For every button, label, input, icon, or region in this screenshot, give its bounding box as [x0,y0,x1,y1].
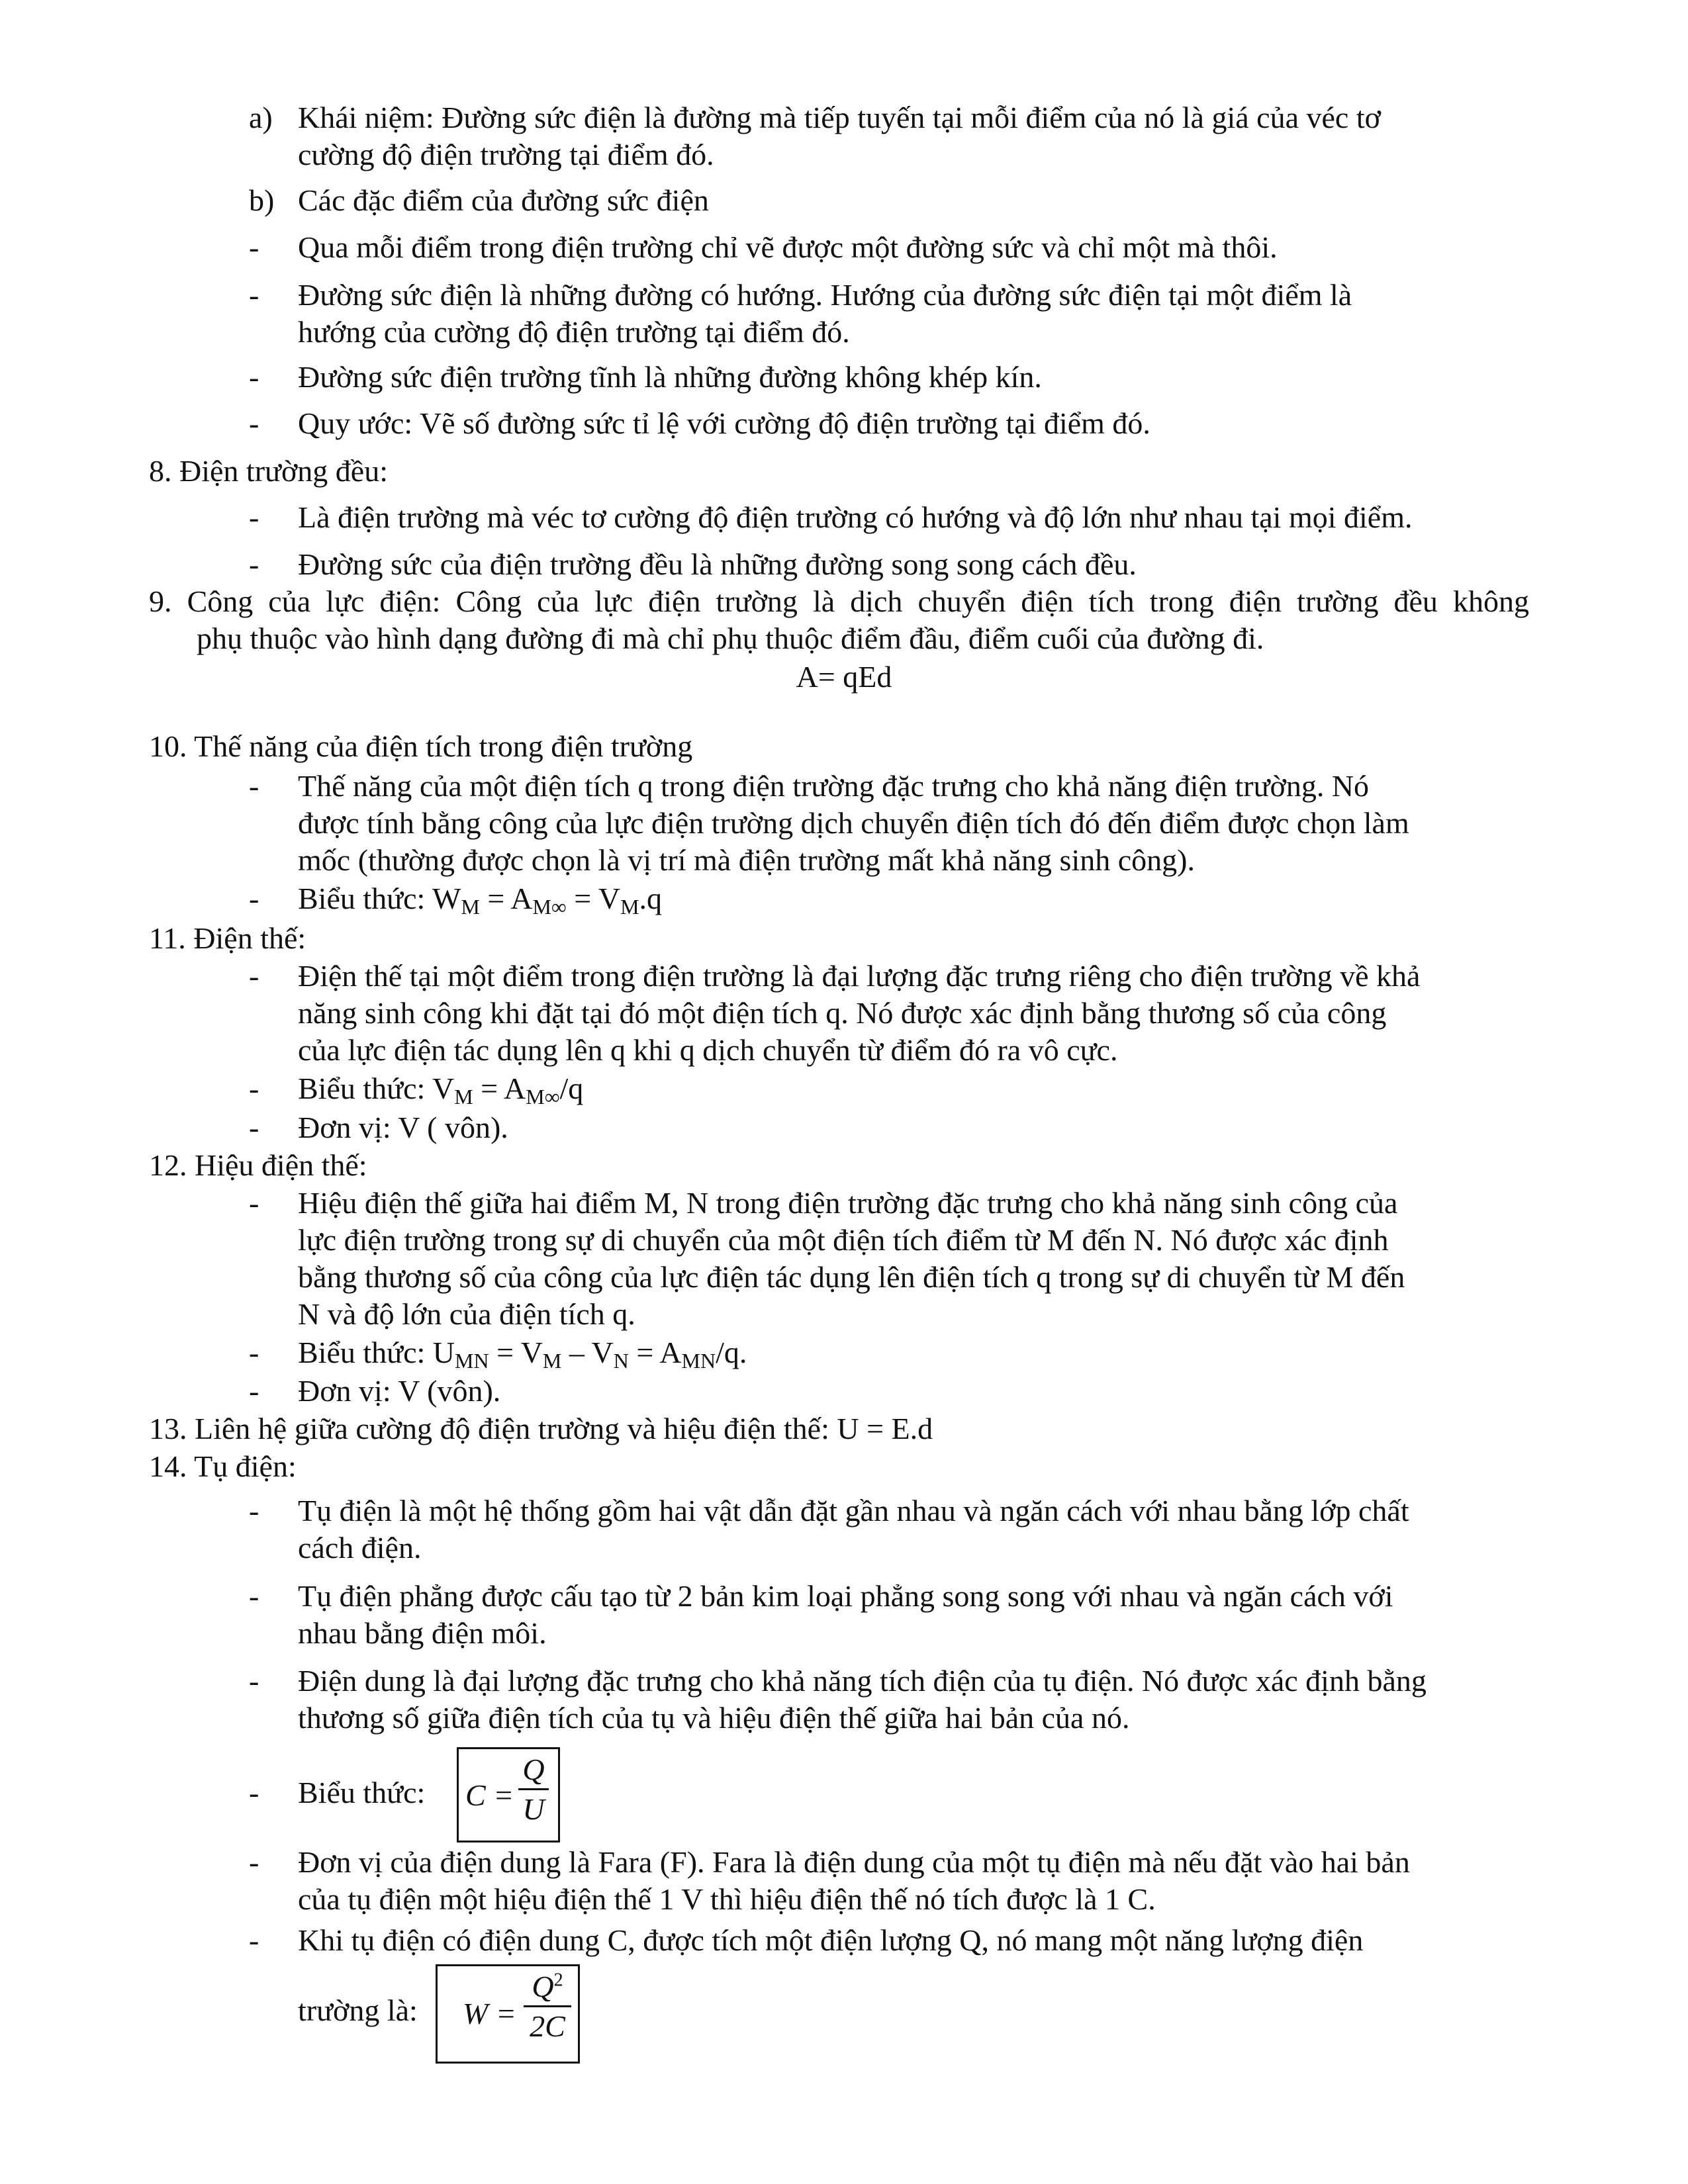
work-formula: A= qEd [796,660,892,694]
field-line-property-4: Quy ước: Vẽ số đường sức tỉ lệ với cường độ điện trường tại điểm đó. [298,406,1150,440]
bullet-dash: - [249,1186,259,1220]
field-line-property-1: Qua mỗi điểm trong điện trường chỉ vẽ được một đường sức và chỉ một mà thôi. [298,230,1278,264]
bullet-dash: - [249,1071,259,1105]
list-marker-a: a) [249,101,273,134]
bullet-dash: - [249,1111,259,1144]
bullet-dash: - [249,1579,259,1613]
capacitance-line-1: Điện dung là đại lượng đặc trưng cho khả năng tích điện của tụ điện. Nó được xác định bằng [298,1664,1427,1698]
capacitance-formula-box [457,1747,560,1843]
capacitance-line-2: thương số giữa điện tích của tụ và hiệu điện thế giữa hai bản của nó. [298,1701,1130,1735]
bullet-dash: - [249,959,259,993]
voltage-expression: Biểu thức: $U_{MN} = V_M - V_N = A_{MN}/q$. [298,1336,747,1373]
uniform-field-bullet-1: Là điện trường mà véc tơ cường độ điện trường có hướng và độ lớn như nhau tại mọi điểm. [298,500,1413,534]
item-13-heading: 13. Liên hệ giữa cường độ điện trường và hiệu điện thế: U = E.d [149,1412,933,1445]
bullet-dash: - [249,1776,259,1809]
item-8-heading: 8. Điện trường đều: [149,454,388,488]
bullet-dash: - [249,547,259,581]
capacitance-formula-label: Biểu thức: [298,1776,426,1809]
item-9-heading: 9. Công của lực điện: Công của lực điện trường là dịch chuyển điện tích trong điện trường đều không [149,584,1529,618]
potential-energy-line-3: mốc (thường được chọn là vị trí mà điện trường mất khả năng sinh công). [298,843,1195,877]
bullet-dash: - [249,406,259,440]
field-line-property-2b: hướng của cường độ điện trường tại điểm đó. [298,315,850,349]
energy-formula-box [436,1964,580,2064]
uniform-field-bullet-2: Đường sức của điện trường đều là những đường song song cách đều. [298,547,1137,581]
item-11-heading: 11. Điện thế: [149,921,306,955]
bullet-dash: - [249,360,259,394]
energy-denominator: 2C [530,2009,565,2043]
energy-fraction [524,1969,571,2044]
electric-potential-line-1: Điện thế tại một điểm trong điện trường là đại lượng đặc trưng riêng cho điện trường về khả [298,959,1421,993]
bullet-dash: - [249,278,259,312]
bullet-dash: - [249,769,259,803]
section-b-title: Các đặc điểm của đường sức điện [298,183,709,217]
bullet-dash: - [249,500,259,534]
concept-line-2: cường độ điện trường tại điểm đó. [298,138,714,171]
capacitor-def-line-1: Tụ điện là một hệ thống gồm hai vật dẫn đặt gần nhau và ngăn cách với nhau bằng lớp chất [298,1494,1409,1527]
item-9-line-2: phụ thuộc vào hình dạng đường đi mà chỉ phụ thuộc điểm đầu, điểm cuối của đường đi. [197,621,1264,655]
farad-line-1: Đơn vị của điện dung là Fara (F). Fara là điện dung của một tụ điện mà nếu đặt vào hai bản [298,1845,1410,1879]
item-12-heading: 12. Hiệu điện thế: [149,1148,367,1182]
voltage-line-3: bằng thương số của công của lực điện tác dụng lên điện tích q trong sự di chuyển từ M đến [298,1260,1405,1294]
concept-line-1: Khái niệm: Đường sức điện là đường mà tiếp tuyến tại mỗi điểm của nó là giá của véc tơ [298,101,1381,134]
electric-potential-unit: Đơn vị: V ( vôn). [298,1111,508,1144]
bullet-dash: - [249,1664,259,1698]
capacitor-def-line-2: cách điện. [298,1531,422,1565]
electric-potential-line-2: năng sinh công khi đặt tại đó một điện tích q. Nó được xác định bằng thương số của công [298,996,1387,1030]
bullet-dash: - [249,1494,259,1527]
capacitance-formula-lhs: C = [465,1778,514,1812]
bullet-dash: - [249,882,259,915]
potential-energy-expression: Biểu thức: $W_M = A_{M\infty} = V_M.q$ [298,882,663,919]
voltage-line-4: N và độ lớn của điện tích q. [298,1297,635,1331]
energy-line-1: Khi tụ điện có điện dung C, được tích một điện lượng Q, nó mang một năng lượng điện [298,1923,1364,1957]
bullet-dash: - [249,1923,259,1957]
voltage-line-2: lực điện trường trong sự di chuyển của một điện tích điểm từ M đến N. Nó được xác định [298,1223,1389,1257]
capacitance-fraction [518,1752,549,1827]
electric-potential-line-3: của lực điện tác dụng lên q khi q dịch chuyển từ điểm đó ra vô cực. [298,1033,1118,1067]
bullet-dash: - [249,1336,259,1369]
item-14-heading: 14. Tụ điện: [149,1449,297,1483]
parallel-plate-line-2: nhau bằng điện môi. [298,1616,547,1650]
potential-energy-line-1: Thế năng của một điện tích q trong điện trường đặc trưng cho khả năng điện trường. Nó [298,769,1370,803]
capacitance-numerator: Q [522,1752,545,1786]
electric-potential-expression: Biểu thức: $V_M = A_{M\infty}/q$ [298,1071,584,1109]
energy-formula-lhs: W = [463,1997,516,2030]
field-line-property-3: Đường sức điện trường tĩnh là những đường không khép kín. [298,360,1042,394]
bullet-dash: - [249,1845,259,1879]
field-line-property-2a: Đường sức điện là những đường có hướng. Hướng của đường sức điện tại một điểm là [298,278,1352,312]
voltage-line-1: Hiệu điện thế giữa hai điểm M, N trong điện trường đặc trưng cho khả năng sinh công của [298,1186,1398,1220]
list-marker-b: b) [249,183,275,217]
item-10-heading: 10. Thế năng của điện tích trong điện trường [149,729,693,763]
bullet-dash: - [249,1374,259,1408]
energy-formula-label: trường là: [298,1993,418,2027]
farad-line-2: của tụ điện một hiệu điện thế 1 V thì hiệu điện thế nó tích được là 1 C. [298,1882,1156,1916]
bullet-dash: - [249,230,259,264]
energy-numerator: $Q^2$ [532,1970,563,2003]
capacitance-denominator: U [522,1792,545,1826]
potential-energy-line-2: được tính bằng công của lực điện trường dịch chuyển điện tích đó đến điểm được chọn làm [298,806,1409,840]
voltage-unit: Đơn vị: V (vôn). [298,1374,501,1408]
parallel-plate-line-1: Tụ điện phẳng được cấu tạo từ 2 bản kim loại phẳng song song với nhau và ngăn cách với [298,1579,1393,1613]
